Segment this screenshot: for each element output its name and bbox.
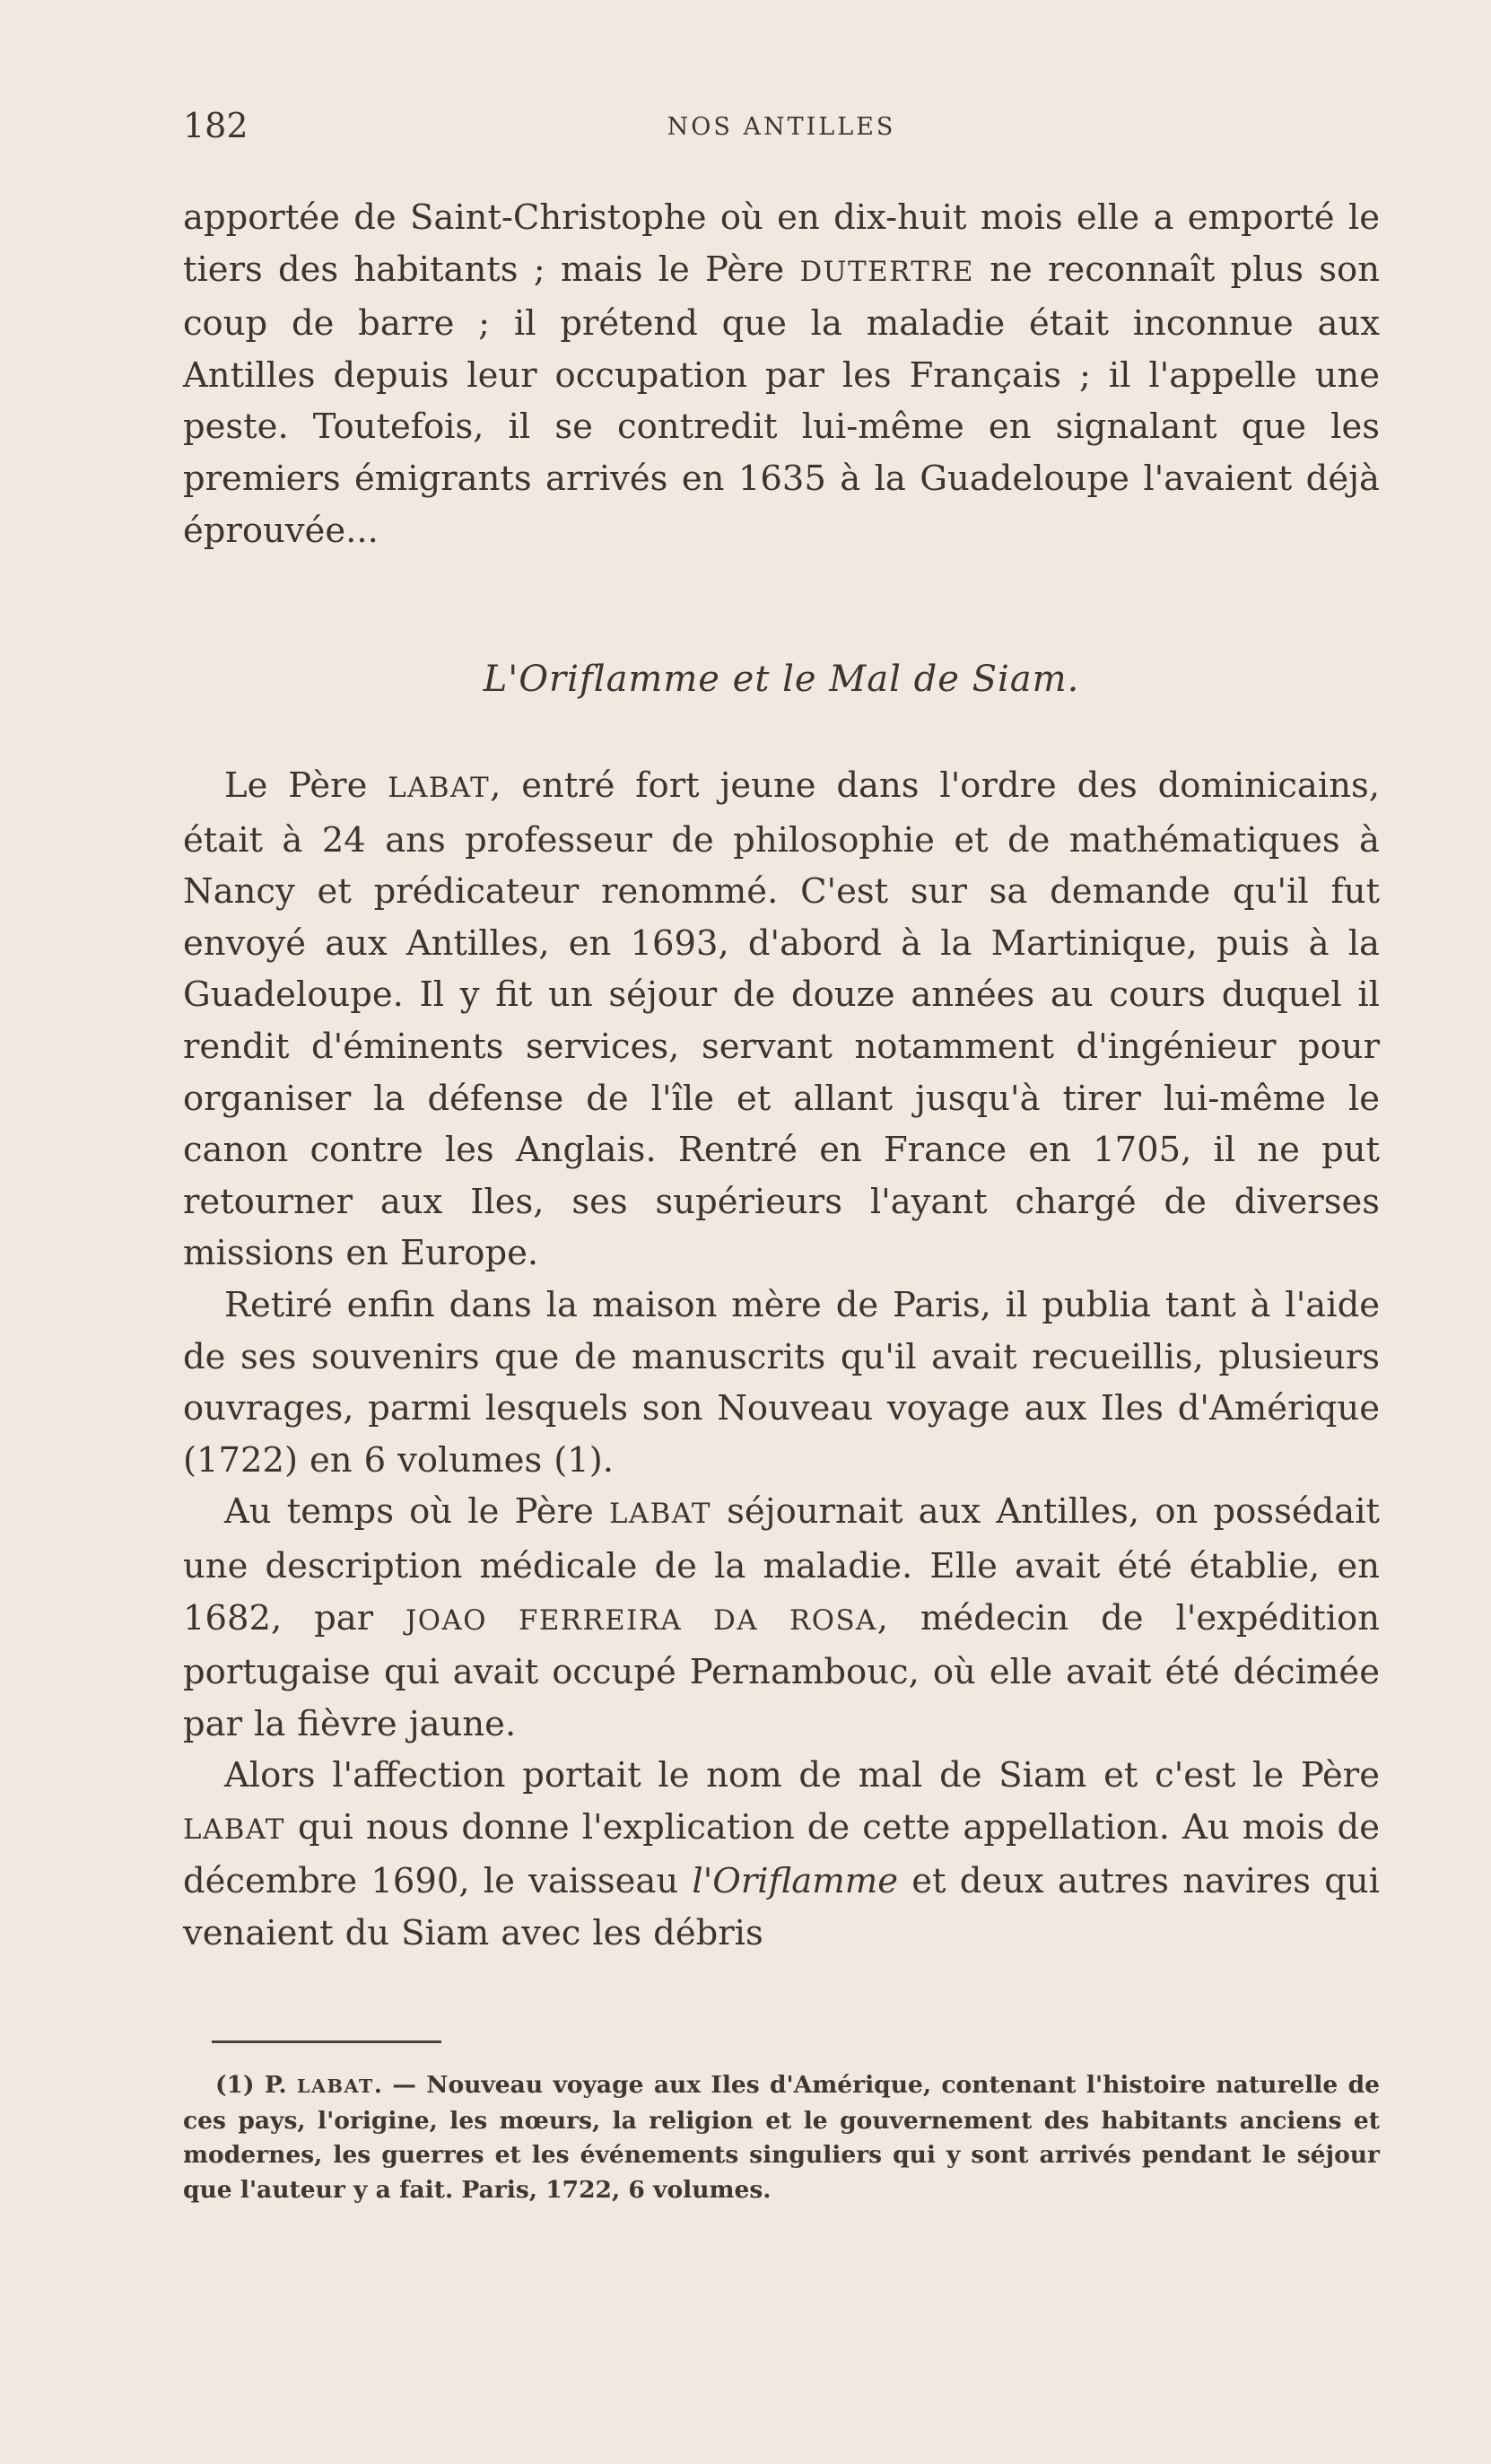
paragraph-publications: Retiré enfin dans la maison mère de Paris, il publia tant à l'aide de ses souvenirs que de manuscrits qu'il avait recueillis, plusieurs ouvrages, parmi lesquels son Nouveau voyage aux Iles d'Amérique (1722) en 6 volumes (1). — [183, 1284, 1380, 1481]
text-run: apportée de Saint-Christophe où en dix-huit mois elle a emporté le tiers des habitants ; mais le Père — [183, 197, 1380, 290]
author-name: JOAO FERREIRA DA ROSA — [405, 1603, 877, 1637]
text-run: , entré fort jeune dans l'ordre des dominicains, était à 24 ans professeur de philosophie et de mathématiques à Nancy et prédicateur renommé. C'est sur sa demande qu'il fut envoyé aux Antilles, en 1693, d'abord à la Martinique, puis à la Guadeloupe. Il y fit un séjour de douze années au cours duquel il rendit d'éminents services, servant notamment d'ingénieur pour organiser la défense de l'île et allant jusqu'à tirer lui-même le canon contre les Anglais. Rentré en France en 1705, il ne put retourner aux Iles, ses supérieurs l'ayant chargé de diverses missions en Europe. — [183, 765, 1380, 1274]
text-run: ne reconnaît plus son coup de barre ; il prétend que la maladie était inconnue aux Antilles depuis leur occupation par les Français ; il l'appelle une peste. Toutefois, il se contredit lui-même en signalant que les premiers émigrants arrivés en 1635 à la Guadeloupe l'avaient déjà éprouvée... — [183, 249, 1380, 551]
opening-paragraph — [183, 192, 1380, 556]
text-run: séjournait aux Antilles, on possédait une description médicale de la maladie. Elle avait été établie, en 1682, par — [183, 1491, 1380, 1638]
text-run: Au temps où le Père — [224, 1491, 609, 1533]
main-text — [183, 760, 1380, 1960]
page-number: 182 — [183, 106, 248, 145]
author-name: LABAT — [608, 1498, 711, 1531]
footnote-rule — [212, 2040, 441, 2043]
text-run: , médecin de l'expédition portugaise qui avait occupé Pernambouc, où elle avait été décimée par la fièvre jaune. — [183, 1597, 1380, 1744]
running-title: NOS ANTILLES — [667, 113, 896, 141]
text-run: et deux autres navires qui venaient du Siam avec les débris — [183, 1861, 1380, 1954]
text-run: qui nous donne l'explication de cette appellation. Au mois de décembre 1690, le vaisseau — [183, 1806, 1380, 1902]
running-head — [183, 106, 1380, 151]
author-name: LABAT — [388, 772, 491, 804]
paragraph-labat-biography — [183, 760, 1380, 1280]
footnote-marker: (1) P. — [215, 2071, 297, 2099]
author-name: LABAT — [183, 1813, 285, 1846]
author-name: DUTERTRE — [799, 255, 974, 288]
paragraph-mal-de-siam — [183, 1750, 1380, 1959]
footnote-text: . — Nouveau voyage aux Iles d'Amérique, contenant l'histoire naturelle de ces pays, l'origine, les mœurs, la religion et le gouvernement des habitants anciens et modernes, les guerres et les événements singuliers qui y sont arrivés pendant le séjour que l'auteur y a fait. Paris, 1722, 6 volumes. — [183, 2071, 1380, 2205]
text-run: Alors l'affection portait le nom de mal de Siam et c'est le Père — [224, 1755, 1380, 1796]
section-heading: L'Oriflamme et le Mal de Siam. — [483, 659, 1080, 700]
footnote — [183, 2068, 1380, 2208]
author-name: LABAT — [297, 2075, 374, 2097]
text-run: Le Père — [224, 765, 388, 806]
paragraph-medical-description — [183, 1486, 1380, 1750]
ship-name: l'Oriflamme — [692, 1861, 898, 1902]
